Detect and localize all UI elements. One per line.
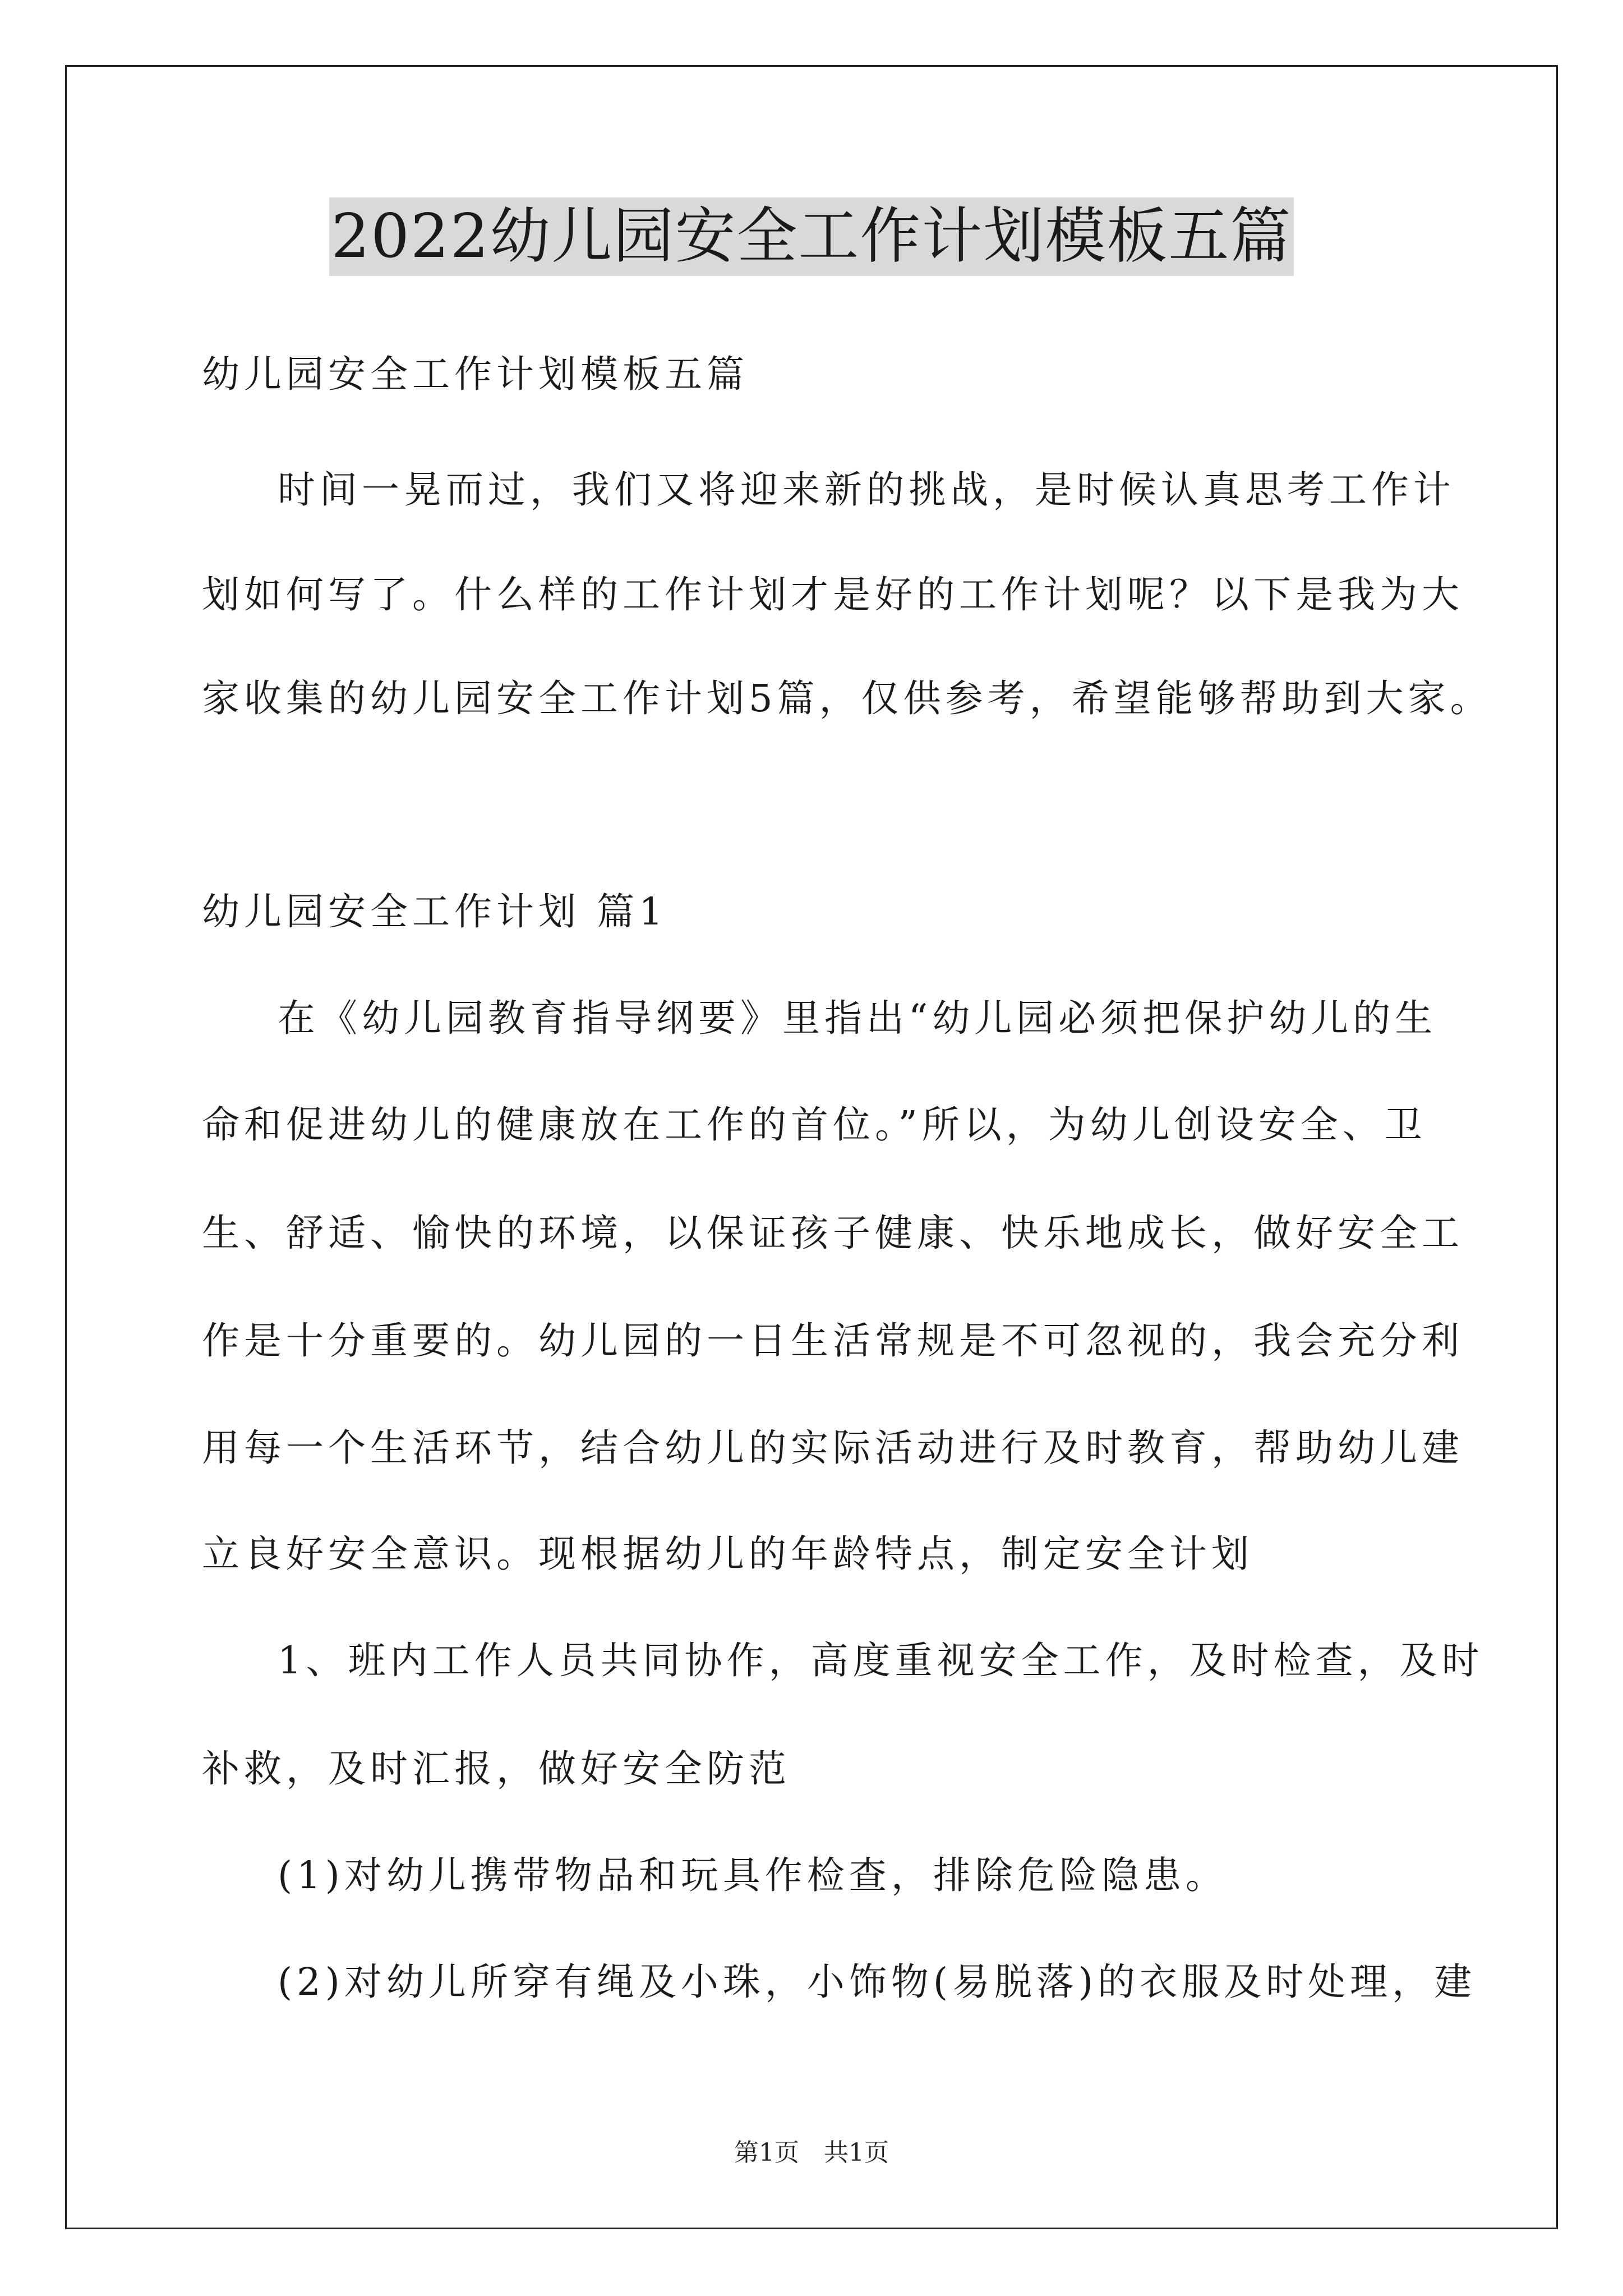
document-subtitle: 幼儿园安全工作计划模板五篇 <box>202 352 749 396</box>
intro-line-3: 家收集的幼儿园安全工作计划5篇，仅供参考，希望能够帮助到大家。 <box>202 677 1492 720</box>
document-title: 2022幼儿园安全工作计划模板五篇 <box>329 197 1294 276</box>
body-line-2: 命和促进幼儿的健康放在工作的首位。”所以，为幼儿创设安全、卫 <box>202 1103 1427 1147</box>
body-line-5: 用每一个生活环节，结合幼儿的实际活动进行及时教育，帮助幼儿建 <box>202 1426 1464 1470</box>
body-line-4: 作是十分重要的。幼儿园的一日生活常规是不可忽视的，我会充分利 <box>202 1319 1464 1363</box>
body-line-7: 1、班内工作人员共同协作，高度重视安全工作，及时检查，及时 <box>278 1639 1484 1682</box>
body-line-3: 生、舒适、愉快的环境，以保证孩子健康、快乐地成长，做好安全工 <box>202 1211 1464 1255</box>
intro-line-2: 划如何写了。什么样的工作计划才是好的工作计划呢？以下是我为大 <box>202 573 1464 616</box>
intro-line-1: 时间一晃而过，我们又将迎来新的挑战，是时候认真思考工作计 <box>278 468 1455 512</box>
title-container <box>0 197 1623 276</box>
section-heading: 幼儿园安全工作计划 篇1 <box>202 890 667 933</box>
body-line-9: (1)对幼儿携带物品和玩具作检查，排除危险隐患。 <box>278 1853 1228 1897</box>
body-line-8: 补救，及时汇报，做好安全防范 <box>202 1747 791 1791</box>
page-number-footer: 第1页 共1页 <box>734 2138 889 2167</box>
body-line-10: (2)对幼儿所穿有绳及小珠，小饰物(易脱落)的衣服及时处理，建 <box>278 1960 1477 2004</box>
body-line-1: 在《幼儿园教育指导纲要》里指出“幼儿园必须把保护幼儿的生 <box>278 996 1437 1040</box>
body-line-6: 立良好安全意识。现根据幼儿的年龄特点，制定安全计划 <box>202 1532 1253 1576</box>
